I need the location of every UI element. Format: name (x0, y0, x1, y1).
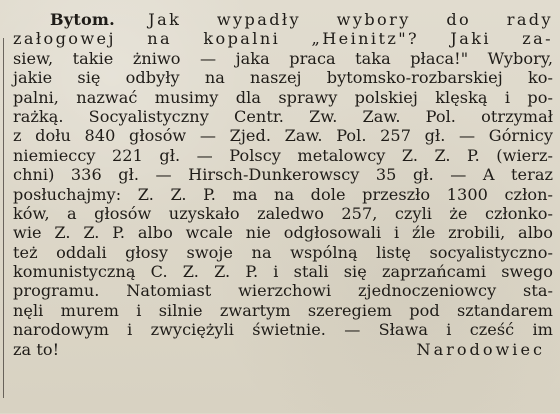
place-name: Bytom. (50, 10, 115, 29)
article-line-14: komunistyczną C. Z. Z. P. i stali się zaprzańcami swego (13, 262, 553, 282)
article-line-18 (13, 340, 553, 359)
article-line-13: też oddali głosy swoje na wspólną listę socyalistyczno- (13, 242, 553, 262)
article-line-7: z dołu 840 głosów — Zjed. Zaw. Pol. 257 gł. — Górnicy (13, 126, 553, 146)
cropped-next-line (54, 398, 554, 414)
article-line-1 (13, 10, 553, 29)
article-line-9: chni) 336 gł. — Hirsch-Dunkerowscy 35 gł. — A teraz (13, 165, 553, 185)
article-line-15: programu. Natomiast wierzchowi zjednoczeniowcy sta- (13, 281, 553, 301)
article-line-2: załogowej na kopalni „Heinitz"? Jaki za- (13, 29, 553, 49)
closing-text: za to! (13, 339, 60, 359)
article-body (13, 10, 553, 359)
article-line-4: jakie się odbyły na naszej bytomsko-rozbarskiej ko- (13, 68, 553, 88)
article-line-17: narodowym i zwyciężyli świetnie. — Sława i cześć im (13, 320, 553, 340)
headline-text: Jak wypadły wybory do rady (148, 10, 554, 29)
signature: Narodowiec (416, 339, 545, 359)
article-line-12: wie Z. Z. P. albo wcale nie odgłosowali i źle zrobili, albo (13, 223, 553, 243)
column-rule (3, 38, 4, 398)
article-line-11: ków, a głosów uzyskało zaledwo 257, czyli że członko- (13, 203, 553, 223)
article-line-10: posłuchajmy: Z. Z. P. ma na dole przeszło 1300 człon- (13, 184, 553, 204)
article-line-16: nęli murem i silnie zwartym szeregiem pod sztandarem (13, 300, 553, 320)
article-line-5: palni, nazwać musimy dla sprawy polskiej klęską i po- (13, 87, 553, 107)
article-line-8: niemieccy 221 gł. — Polscy metalowcy Z. Z. P. (wierz- (13, 145, 553, 165)
article-line-3: siew, takie żniwo — jaka praca taka płaca!" Wybory, (13, 48, 553, 68)
article-line-6: rażką. Socyalistyczny Centr. Zw. Zaw. Pol. otrzymał (13, 106, 553, 126)
